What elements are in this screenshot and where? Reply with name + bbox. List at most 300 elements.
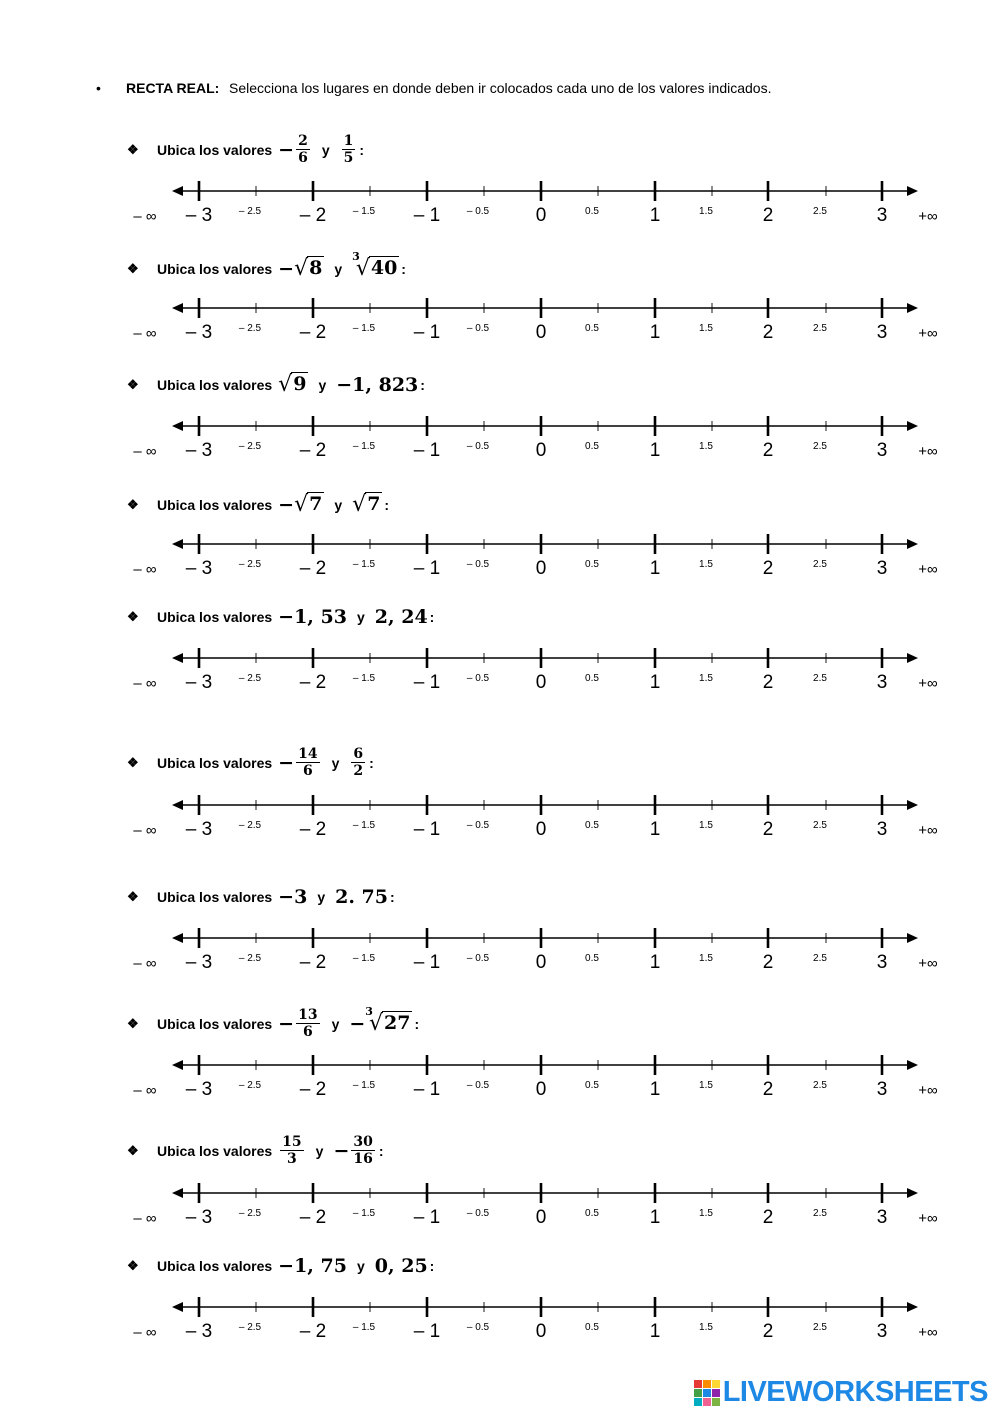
numerator: 6 xyxy=(353,746,364,762)
diamond-bullet-icon: ❖ xyxy=(127,1258,139,1273)
logo-square xyxy=(703,1389,711,1397)
diamond-bullet-icon: ❖ xyxy=(127,889,139,904)
logo-square xyxy=(694,1398,702,1406)
minor-tick-label: – 0.5 xyxy=(466,820,490,831)
radical-sign-icon: √ xyxy=(355,256,370,281)
colon: : xyxy=(378,1142,384,1159)
major-tick-label: – 3 xyxy=(185,819,213,840)
numerator: 13 xyxy=(298,1007,318,1023)
diamond-bullet-icon: ❖ xyxy=(127,141,139,157)
right-arrow-icon xyxy=(907,1060,918,1070)
major-tick-label: 0 xyxy=(535,322,547,343)
major-tick-label: – 2 xyxy=(299,952,327,973)
minor-tick-label: – 2.5 xyxy=(238,1322,262,1333)
major-tick-label: 0 xyxy=(535,558,547,579)
left-arrow-icon xyxy=(172,1188,183,1198)
denominator: 6 xyxy=(302,763,313,779)
minus-sign: − xyxy=(333,1139,350,1162)
radical-sign-icon: √ xyxy=(278,372,293,397)
conjunction: y xyxy=(331,1015,340,1032)
major-tick-label: 3 xyxy=(876,322,888,343)
left-arrow-icon xyxy=(172,1060,183,1070)
colon: : xyxy=(359,141,365,158)
negative-infinity-label: – ∞ xyxy=(133,561,157,578)
radicand: 27 xyxy=(383,1012,411,1034)
major-tick-label: 2 xyxy=(762,1207,774,1228)
minor-tick-label: 0.5 xyxy=(585,441,599,452)
minor-tick-label: – 2.5 xyxy=(238,323,262,334)
major-tick-label: – 3 xyxy=(185,1321,213,1342)
conjunction: y xyxy=(317,889,326,905)
major-tick-label: – 2 xyxy=(299,672,327,693)
task-prompt xyxy=(127,250,406,281)
major-tick-label: – 2 xyxy=(299,205,327,226)
major-tick-label: – 3 xyxy=(185,952,213,973)
logo-square xyxy=(694,1389,702,1397)
major-tick-label: 1 xyxy=(649,440,661,461)
minor-tick-label: 0.5 xyxy=(585,1080,599,1091)
major-tick-label: – 1 xyxy=(413,1207,441,1228)
prompt-text: Ubica los valores xyxy=(157,141,273,158)
major-tick-label: 0 xyxy=(535,952,547,973)
major-tick-label: 2 xyxy=(762,819,774,840)
major-tick-label: 2 xyxy=(762,205,774,226)
right-arrow-icon xyxy=(907,539,918,549)
number-line[interactable] xyxy=(0,1045,1000,1105)
major-tick-label: – 1 xyxy=(413,322,441,343)
fraction xyxy=(296,746,319,779)
prompt-text: Ubica los valores xyxy=(157,754,273,771)
diamond-bullet-icon: ❖ xyxy=(127,376,139,392)
right-arrow-icon xyxy=(907,1188,918,1198)
left-arrow-icon xyxy=(172,933,183,943)
major-tick-label: 1 xyxy=(649,819,661,840)
denominator: 2 xyxy=(353,763,364,779)
major-tick-label: 2 xyxy=(762,558,774,579)
minor-tick-label: 0.5 xyxy=(585,1322,599,1333)
left-arrow-icon xyxy=(172,539,183,549)
minor-tick-label: 2.5 xyxy=(813,953,827,964)
minus-sign: − xyxy=(278,751,295,774)
right-arrow-icon xyxy=(907,933,918,943)
numerator: 15 xyxy=(282,1134,302,1150)
major-tick-label: – 2 xyxy=(299,1207,327,1228)
radical xyxy=(365,1005,412,1036)
major-tick-label: 3 xyxy=(876,440,888,461)
major-tick-label: – 1 xyxy=(413,205,441,226)
diamond-bullet-icon: ❖ xyxy=(127,260,139,276)
value-text: 2, 24 xyxy=(374,606,428,628)
minus-sign: − xyxy=(278,138,295,161)
minor-tick-label: 0.5 xyxy=(585,820,599,831)
minor-tick-label: – 1.5 xyxy=(352,1080,376,1091)
major-tick-label: – 1 xyxy=(413,558,441,579)
positive-infinity-label: +∞ xyxy=(918,955,938,972)
right-arrow-icon xyxy=(907,186,918,196)
major-tick-label: 2 xyxy=(762,672,774,693)
left-arrow-icon xyxy=(172,800,183,810)
major-tick-label: – 3 xyxy=(185,558,213,579)
minor-tick-label: – 2.5 xyxy=(238,206,262,217)
minor-tick-label: 1.5 xyxy=(699,206,713,217)
conjunction: y xyxy=(321,141,330,158)
radical xyxy=(352,250,399,281)
major-tick-label: 3 xyxy=(876,1207,888,1228)
major-tick-label: – 2 xyxy=(299,440,327,461)
major-tick-label: – 1 xyxy=(413,672,441,693)
minor-tick-label: 2.5 xyxy=(813,820,827,831)
minor-tick-label: 2.5 xyxy=(813,673,827,684)
right-arrow-icon xyxy=(907,800,918,810)
minor-tick-label: 1.5 xyxy=(699,1080,713,1091)
positive-infinity-label: +∞ xyxy=(918,443,938,460)
denominator: 3 xyxy=(287,1151,297,1167)
logo-square xyxy=(703,1380,711,1388)
denominator: 6 xyxy=(298,150,308,166)
conjunction: y xyxy=(315,1142,324,1159)
colon: : xyxy=(414,1015,420,1032)
minor-tick-label: 1.5 xyxy=(699,559,713,570)
minor-tick-label: 0.5 xyxy=(585,953,599,964)
major-tick-label: 1 xyxy=(649,1079,661,1100)
radical xyxy=(294,256,324,281)
minor-tick-label: – 0.5 xyxy=(466,1080,490,1091)
prompt-text: Ubica los valores xyxy=(157,609,273,625)
major-tick-label: 0 xyxy=(535,1079,547,1100)
prompt-text: Ubica los valores xyxy=(157,1258,273,1274)
major-tick-label: 1 xyxy=(649,1321,661,1342)
minor-tick-label: 2.5 xyxy=(813,206,827,217)
minor-tick-label: 0.5 xyxy=(585,673,599,684)
radical xyxy=(294,492,324,517)
minor-tick-label: 1.5 xyxy=(699,1322,713,1333)
minor-tick-label: – 1.5 xyxy=(352,559,376,570)
minor-tick-label: – 2.5 xyxy=(238,559,262,570)
colon: : xyxy=(429,1258,435,1274)
positive-infinity-label: +∞ xyxy=(918,1324,938,1341)
radical xyxy=(278,372,308,397)
minor-tick-label: 2.5 xyxy=(813,323,827,334)
minus-sign: − xyxy=(278,257,295,280)
major-tick-label: – 1 xyxy=(413,1321,441,1342)
major-tick-label: – 3 xyxy=(185,322,213,343)
major-tick-label: 2 xyxy=(762,1321,774,1342)
minor-tick-label: – 2.5 xyxy=(238,1080,262,1091)
colon: : xyxy=(420,376,425,393)
left-arrow-icon xyxy=(172,186,183,196)
radical-sign-icon: √ xyxy=(294,492,309,517)
major-tick-label: 1 xyxy=(649,952,661,973)
fraction xyxy=(296,133,310,166)
major-tick-label: 3 xyxy=(876,1079,888,1100)
number-line[interactable] xyxy=(0,1287,1000,1347)
minor-tick-label: – 0.5 xyxy=(466,323,490,334)
major-tick-label: – 2 xyxy=(299,819,327,840)
minor-tick-label: – 0.5 xyxy=(466,673,490,684)
diamond-bullet-icon: ❖ xyxy=(127,754,139,770)
left-arrow-icon xyxy=(172,1302,183,1312)
major-tick-label: 3 xyxy=(876,1321,888,1342)
number-line[interactable] xyxy=(0,171,1000,231)
number-line[interactable] xyxy=(0,288,1000,348)
negative-infinity-label: – ∞ xyxy=(133,675,157,692)
prompt-text: Ubica los valores xyxy=(157,260,273,277)
positive-infinity-label: +∞ xyxy=(918,675,938,692)
major-tick-label: 3 xyxy=(876,558,888,579)
diamond-bullet-icon: ❖ xyxy=(127,609,139,624)
logo-text: LIVEWORKSHEETS xyxy=(722,1376,988,1408)
major-tick-label: 1 xyxy=(649,322,661,343)
major-tick-label: 0 xyxy=(535,1321,547,1342)
major-tick-label: 1 xyxy=(649,1207,661,1228)
minor-tick-label: – 0.5 xyxy=(466,206,490,217)
fraction xyxy=(280,1134,303,1167)
major-tick-label: 3 xyxy=(876,952,888,973)
radicand: 40 xyxy=(370,257,398,279)
fraction xyxy=(351,1134,374,1167)
prompt-text: Ubica los valores xyxy=(157,1142,273,1159)
conjunction: y xyxy=(356,1258,365,1274)
negative-infinity-label: – ∞ xyxy=(133,955,157,972)
negative-infinity-label: – ∞ xyxy=(133,822,157,839)
minus-sign: − xyxy=(278,493,295,516)
logo-square xyxy=(712,1398,720,1406)
major-tick-label: – 3 xyxy=(185,1207,213,1228)
fraction xyxy=(342,133,356,166)
colon: : xyxy=(390,889,395,905)
minor-tick-label: – 2.5 xyxy=(238,1208,262,1219)
positive-infinity-label: +∞ xyxy=(918,1210,938,1227)
prompt-text: Ubica los valores xyxy=(157,1015,273,1032)
value-text: −1, 823 xyxy=(336,373,419,396)
major-tick-label: – 3 xyxy=(185,1079,213,1100)
minor-tick-label: – 0.5 xyxy=(466,441,490,452)
value-text: −1, 75 xyxy=(278,1255,347,1277)
major-tick-label: – 2 xyxy=(299,322,327,343)
colon: : xyxy=(384,496,390,513)
numerator: 30 xyxy=(353,1134,373,1150)
left-arrow-icon xyxy=(172,421,183,431)
positive-infinity-label: +∞ xyxy=(918,208,938,225)
negative-infinity-label: – ∞ xyxy=(133,1324,157,1341)
negative-infinity-label: – ∞ xyxy=(133,208,157,225)
radical-sign-icon: √ xyxy=(352,492,367,517)
minor-tick-label: 2.5 xyxy=(813,1322,827,1333)
right-arrow-icon xyxy=(907,303,918,313)
minor-tick-label: – 0.5 xyxy=(466,1208,490,1219)
negative-infinity-label: – ∞ xyxy=(133,325,157,342)
logo-square xyxy=(694,1380,702,1388)
major-tick-label: – 2 xyxy=(299,1321,327,1342)
major-tick-label: 2 xyxy=(762,1079,774,1100)
minus-sign: − xyxy=(278,1012,295,1035)
value-text: −3 xyxy=(278,886,308,908)
positive-infinity-label: +∞ xyxy=(918,561,938,578)
major-tick-label: 2 xyxy=(762,322,774,343)
positive-infinity-label: +∞ xyxy=(918,822,938,839)
colon: : xyxy=(429,609,435,625)
colon: : xyxy=(401,260,406,277)
minor-tick-label: – 1.5 xyxy=(352,820,376,831)
negative-infinity-label: – ∞ xyxy=(133,1082,157,1099)
minor-tick-label: 0.5 xyxy=(585,206,599,217)
major-tick-label: 0 xyxy=(535,440,547,461)
right-arrow-icon xyxy=(907,1302,918,1312)
conjunction: y xyxy=(334,260,343,277)
negative-infinity-label: – ∞ xyxy=(133,443,157,460)
major-tick-label: 0 xyxy=(535,672,547,693)
numerator: 2 xyxy=(298,133,308,149)
minor-tick-label: 1.5 xyxy=(699,953,713,964)
minor-tick-label: – 1.5 xyxy=(352,206,376,217)
minor-tick-label: 2.5 xyxy=(813,1080,827,1091)
task-prompt xyxy=(127,1007,419,1040)
conjunction: y xyxy=(334,496,343,513)
positive-infinity-label: +∞ xyxy=(918,1082,938,1099)
conjunction: y xyxy=(356,609,365,625)
task-prompt xyxy=(127,886,395,908)
minor-tick-label: – 2.5 xyxy=(238,673,262,684)
prompt-text: Ubica los valores xyxy=(157,496,273,513)
instruction-title: RECTA REAL: xyxy=(126,80,220,96)
major-tick-label: 0 xyxy=(535,205,547,226)
task-prompt xyxy=(127,492,389,517)
diamond-bullet-icon: ❖ xyxy=(127,496,139,512)
right-arrow-icon xyxy=(907,653,918,663)
left-arrow-icon xyxy=(172,653,183,663)
diamond-bullet-icon: ❖ xyxy=(127,1015,139,1031)
denominator: 16 xyxy=(353,1151,373,1167)
minor-tick-label: 2.5 xyxy=(813,1208,827,1219)
fraction xyxy=(296,1007,319,1040)
liveworksheets-logo xyxy=(694,1376,988,1409)
numerator: 14 xyxy=(298,746,318,762)
number-line[interactable] xyxy=(0,1173,1000,1233)
major-tick-label: 1 xyxy=(649,558,661,579)
number-line[interactable] xyxy=(0,638,1000,698)
logo-mark-icon xyxy=(694,1380,720,1406)
minor-tick-label: – 2.5 xyxy=(238,953,262,964)
radicand: 9 xyxy=(293,373,307,395)
minor-tick-label: – 0.5 xyxy=(466,1322,490,1333)
conjunction: y xyxy=(318,376,327,393)
minor-tick-label: 0.5 xyxy=(585,1208,599,1219)
radicand: 7 xyxy=(367,493,381,515)
minor-tick-label: – 2.5 xyxy=(238,820,262,831)
major-tick-label: – 1 xyxy=(413,952,441,973)
major-tick-label: 0 xyxy=(535,1207,547,1228)
major-tick-label: – 1 xyxy=(413,440,441,461)
major-tick-label: – 2 xyxy=(299,558,327,579)
number-line[interactable] xyxy=(0,785,1000,845)
minor-tick-label: – 0.5 xyxy=(466,559,490,570)
major-tick-label: 1 xyxy=(649,205,661,226)
fraction xyxy=(351,746,365,779)
prompt-text: Ubica los valores xyxy=(157,376,273,393)
minor-tick-label: – 1.5 xyxy=(352,953,376,964)
radical-sign-icon: √ xyxy=(368,1011,383,1036)
bullet: • xyxy=(96,80,101,96)
negative-infinity-label: – ∞ xyxy=(133,1210,157,1227)
minor-tick-label: – 0.5 xyxy=(466,953,490,964)
major-tick-label: – 3 xyxy=(185,205,213,226)
colon: : xyxy=(369,754,374,771)
minor-tick-label: 1.5 xyxy=(699,673,713,684)
major-tick-label: – 3 xyxy=(185,440,213,461)
minor-tick-label: – 1.5 xyxy=(352,1208,376,1219)
major-tick-label: 1 xyxy=(649,672,661,693)
radical-index: 3 xyxy=(365,1005,373,1018)
task-prompt xyxy=(127,1134,384,1167)
major-tick-label: 3 xyxy=(876,819,888,840)
diamond-bullet-icon: ❖ xyxy=(127,1142,139,1158)
minor-tick-label: 1.5 xyxy=(699,1208,713,1219)
major-tick-label: – 3 xyxy=(185,672,213,693)
radical xyxy=(352,492,382,517)
denominator: 5 xyxy=(343,150,354,166)
major-tick-label: 2 xyxy=(762,440,774,461)
major-tick-label: – 1 xyxy=(413,819,441,840)
radical-index: 3 xyxy=(352,250,360,263)
number-line[interactable] xyxy=(0,406,1000,466)
major-tick-label: – 1 xyxy=(413,1079,441,1100)
number-line[interactable] xyxy=(0,524,1000,584)
radicand: 7 xyxy=(309,493,323,515)
major-tick-label: 0 xyxy=(535,819,547,840)
major-tick-label: 3 xyxy=(876,672,888,693)
minor-tick-label: 2.5 xyxy=(813,441,827,452)
minor-tick-label: 1.5 xyxy=(699,441,713,452)
task-prompt xyxy=(127,372,425,397)
minor-tick-label: 2.5 xyxy=(813,559,827,570)
prompt-text: Ubica los valores xyxy=(157,889,273,905)
right-arrow-icon xyxy=(907,421,918,431)
logo-square xyxy=(703,1398,711,1406)
minor-tick-label: – 1.5 xyxy=(352,323,376,334)
radical-sign-icon: √ xyxy=(294,256,309,281)
minor-tick-label: 1.5 xyxy=(699,820,713,831)
denominator: 6 xyxy=(302,1024,313,1040)
major-tick-label: 2 xyxy=(762,952,774,973)
task-prompt xyxy=(127,606,434,628)
minus-sign: − xyxy=(349,1012,366,1035)
left-arrow-icon xyxy=(172,303,183,313)
minor-tick-label: – 1.5 xyxy=(352,441,376,452)
minor-tick-label: 0.5 xyxy=(585,559,599,570)
radicand: 8 xyxy=(309,257,323,279)
minor-tick-label: 0.5 xyxy=(585,323,599,334)
major-tick-label: – 2 xyxy=(299,1079,327,1100)
instruction-text: Selecciona los lugares en donde deben ir colocados cada uno de los valores indicados. xyxy=(229,80,772,96)
minor-tick-label: – 1.5 xyxy=(352,1322,376,1333)
conjunction: y xyxy=(331,754,340,771)
task-prompt xyxy=(127,746,374,779)
logo-square xyxy=(712,1380,720,1388)
value-text: −1, 53 xyxy=(278,606,347,628)
positive-infinity-label: +∞ xyxy=(918,325,938,342)
task-prompt xyxy=(127,133,364,166)
logo-square xyxy=(712,1389,720,1397)
minor-tick-label: – 2.5 xyxy=(238,441,262,452)
value-text: 2. 75 xyxy=(335,886,388,908)
numerator: 1 xyxy=(343,133,354,149)
minor-tick-label: – 1.5 xyxy=(352,673,376,684)
minor-tick-label: 1.5 xyxy=(699,323,713,334)
value-text: 0, 25 xyxy=(374,1255,428,1277)
number-line[interactable] xyxy=(0,918,1000,978)
task-prompt xyxy=(127,1255,434,1277)
major-tick-label: 3 xyxy=(876,205,888,226)
